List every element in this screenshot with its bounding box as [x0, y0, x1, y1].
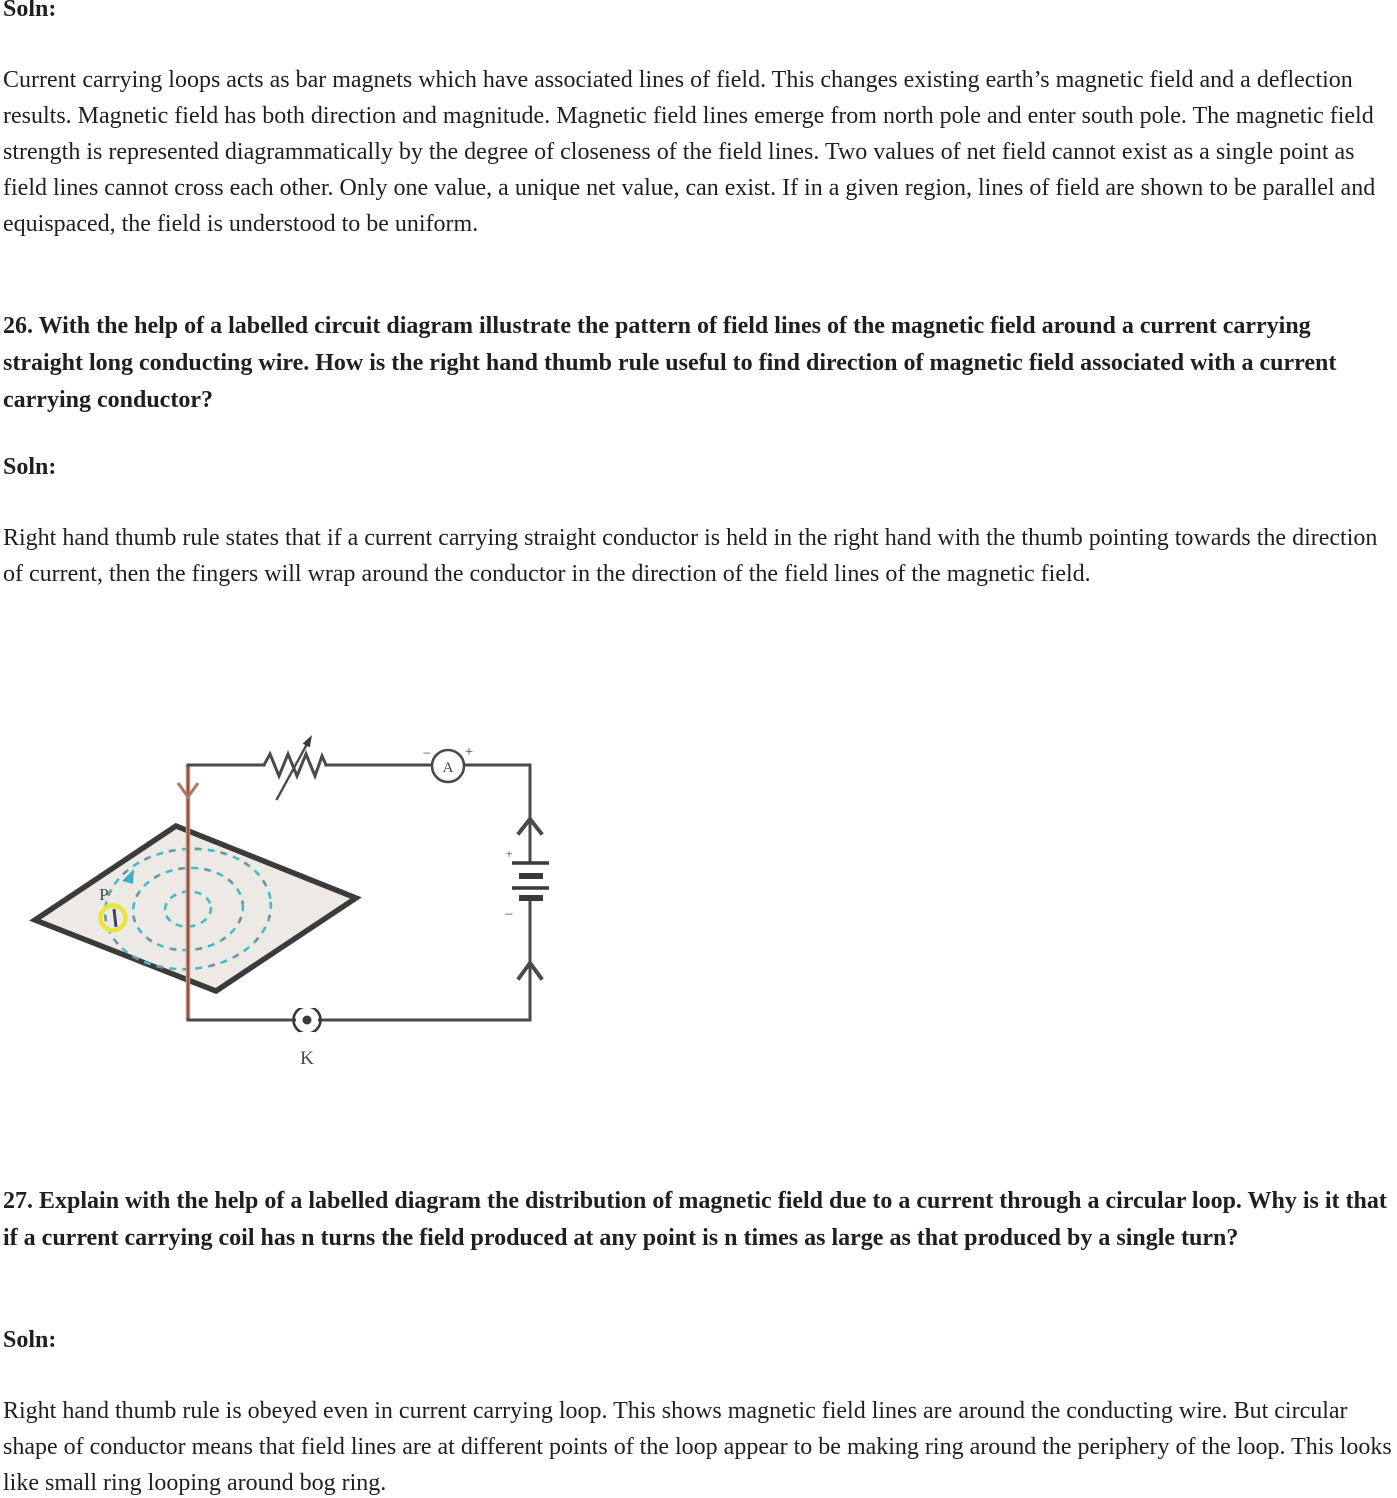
battery-minus-label: − [504, 907, 514, 923]
ammeter-label: A [442, 760, 454, 776]
question-26: 26. With the help of a labelled circuit diagram illustrate the pattern of field lines of the magnetic field around a current carrying straight long conducting wire. How is the right hand thumb rule useful to find direction of magnetic field associated with a current carrying conductor? [3, 313, 1337, 413]
key-label: K [300, 1048, 314, 1069]
key-plug-dot [303, 1016, 312, 1025]
soln-heading-1: Soln: [3, 0, 57, 22]
cardboard-sheet [35, 826, 356, 991]
key-ring-gap-bottom [299, 1032, 315, 1039]
paragraph-thumb-rule: Right hand thumb rule states that if a current carrying straight conductor is held in the right hand with the thumb pointing towards the direction of current, then the fingers will wrap around the conductor in the direction of the field lines of the magnetic field. [3, 525, 1378, 587]
circuit-wire-top-right [326, 765, 530, 863]
battery-plus-label: + [505, 846, 513, 861]
soln-heading-3: Soln: [3, 1327, 57, 1353]
soln-heading-2: Soln: [3, 454, 57, 480]
compass-needle [114, 909, 116, 927]
ammeter-minus-label: − [422, 746, 432, 762]
key-switch [294, 1001, 321, 1039]
key-ring-gap-top [299, 1001, 315, 1008]
paragraph-field-lines: Current carrying loops acts as bar magnets which have associated lines of field. This changes existing earth’s magnetic field and a deflection results. Magnetic field has both direction and magnitude. Magnetic field lines emerge from north pole and enter south pole. The magnetic field strength is represented diagrammatically by the degree of closeness of the field lines. Two values of net field cannot exist as a single point as field lines cannot cross each other. Only one value, a unique net value, can exist. If in a given region, lines of field are shown to be parallel and equispaced, the field is understood to be uniform. [3, 67, 1376, 237]
point-p-label: P [99, 885, 109, 904]
circuit-diagram [0, 700, 600, 1100]
ammeter-plus-label: + [464, 744, 474, 760]
rheostat-arrowhead-icon [303, 735, 312, 747]
paragraph-circular-loop: Right hand thumb rule is obeyed even in current carrying loop. This shows magnetic field lines are around the conducting wire. But circular shape of conductor means that field lines are at different points of the loop appear to be making ring around the periphery of the loop. This looks like small ring looping around bog ring. [3, 1398, 1392, 1496]
battery [512, 863, 549, 898]
question-27: 27. Explain with the help of a labelled diagram the distribution of magnetic field due to a current through a circular loop. Why is it that if a current carrying coil has n turns the field produced at any point is n times as large as that produced by a single turn? [3, 1188, 1387, 1251]
